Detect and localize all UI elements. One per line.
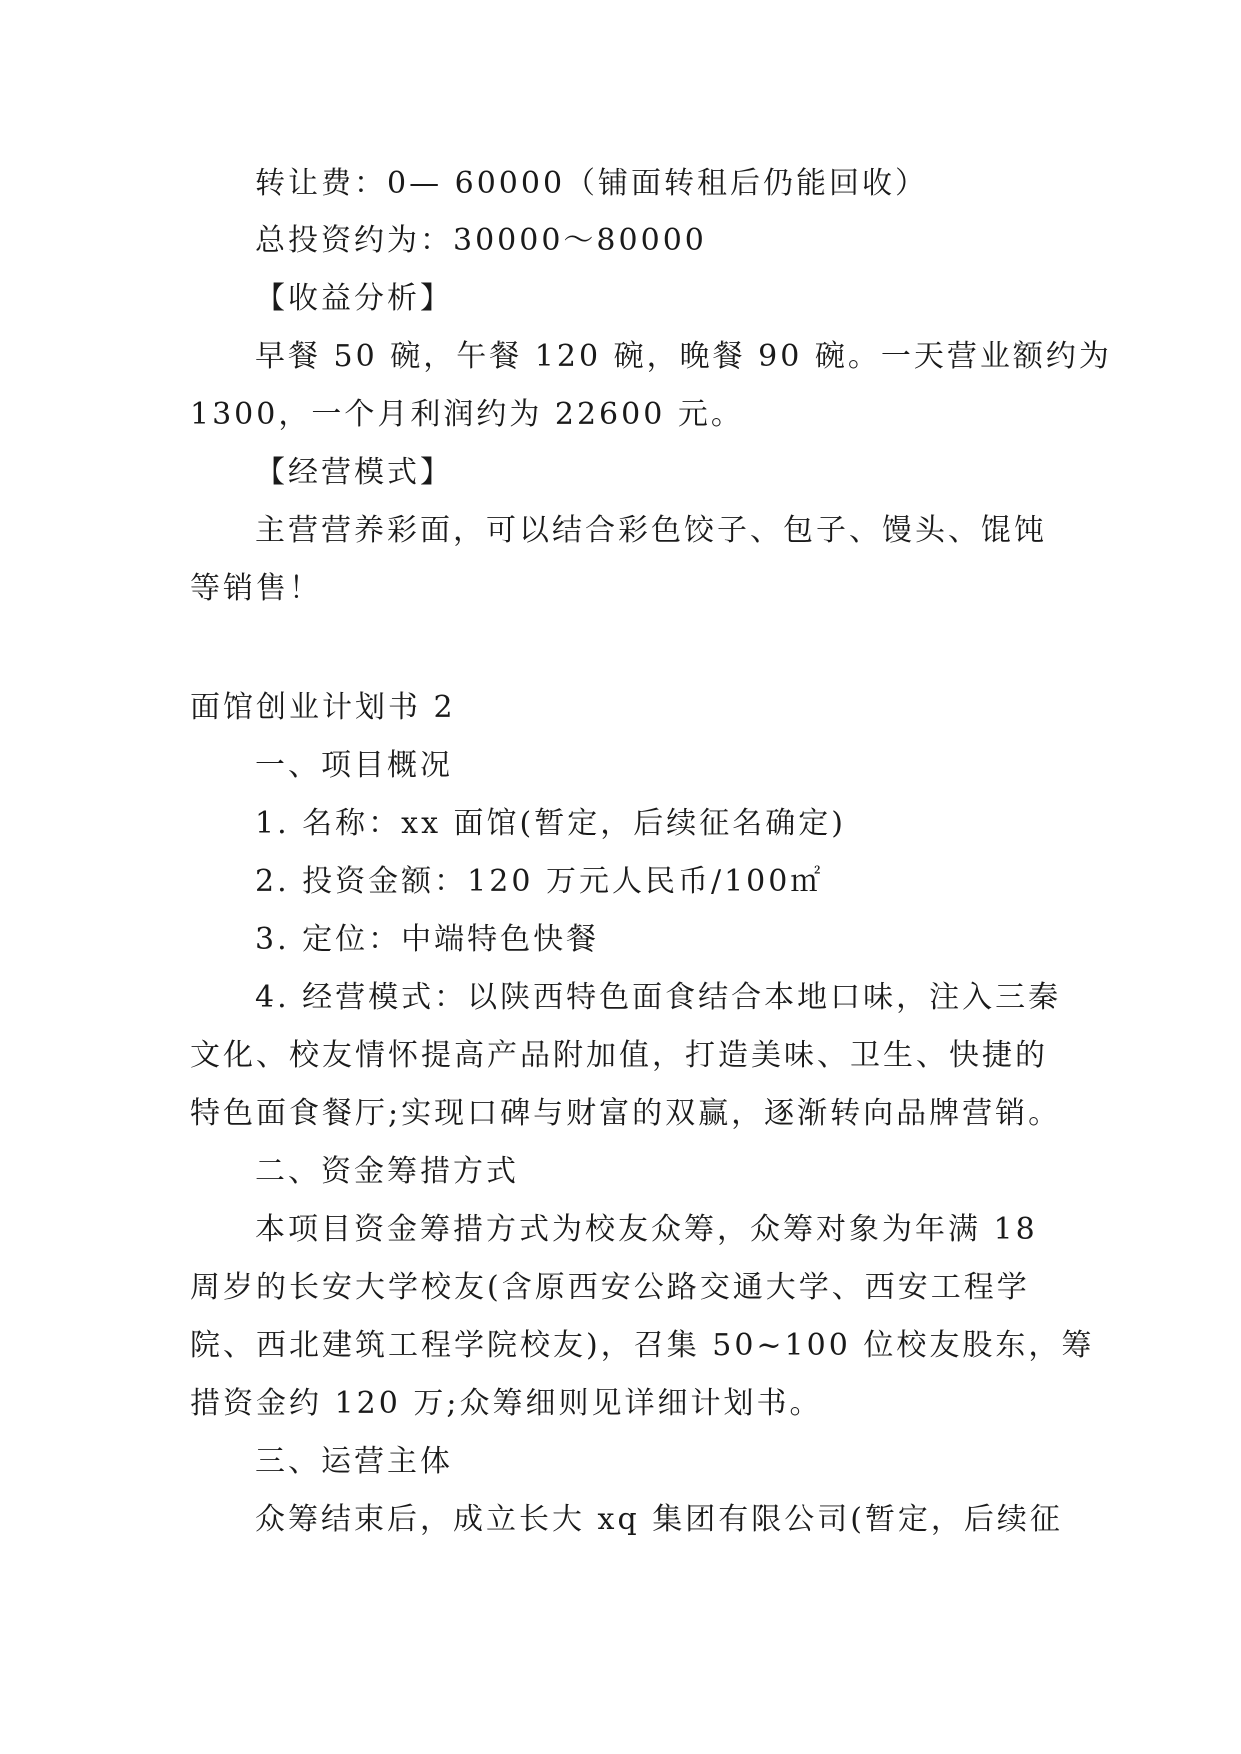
- funding-paragraph-line-3: 院、西北建筑工程学院校友)，召集 50~100 位校友股东，筹: [190, 1328, 1095, 1363]
- business-mode-line-3: 特色面食餐厅;实现口碑与财富的双赢，逐渐转向品牌营销。: [190, 1096, 1062, 1131]
- mode-paragraph-line-1: 主营营养彩面，可以结合彩色饺子、包子、馒头、馄饨: [255, 513, 1047, 548]
- investment-line: 2. 投资金额：120 万元人民币/100㎡: [255, 864, 824, 899]
- funding-heading: 二、资金筹措方式: [255, 1154, 519, 1189]
- funding-paragraph-line-1: 本项目资金筹措方式为校友众筹，众筹对象为年满 18: [255, 1212, 1038, 1247]
- operator-heading: 三、运营主体: [255, 1444, 453, 1479]
- business-mode-line-2: 文化、校友情怀提高产品附加值，打造美味、卫生、快捷的: [190, 1038, 1048, 1073]
- positioning-line: 3. 定位：中端特色快餐: [255, 922, 600, 957]
- overview-heading: 一、项目概况: [255, 748, 453, 783]
- revenue-heading: 【收益分析】: [255, 281, 453, 316]
- business-mode-line-1: 4. 经营模式：以陕西特色面食结合本地口味，注入三秦: [255, 980, 1062, 1015]
- section-title: 面馆创业计划书 2: [190, 690, 456, 725]
- total-investment-line: 总投资约为：30000～80000: [255, 223, 707, 258]
- operator-paragraph-line-1: 众筹结束后，成立长大 xq 集团有限公司(暂定，后续征: [255, 1502, 1063, 1537]
- funding-paragraph-line-2: 周岁的长安大学校友(含原西安公路交通大学、西安工程学: [190, 1270, 1030, 1305]
- revenue-paragraph-line-1: 早餐 50 碗，午餐 120 碗，晚餐 90 碗。一天营业额约为: [255, 339, 1112, 374]
- mode-paragraph-line-2: 等销售！: [190, 571, 322, 606]
- revenue-paragraph-line-2: 1300，一个月利润约为 22600 元。: [190, 397, 744, 432]
- mode-heading: 【经营模式】: [255, 455, 453, 490]
- transfer-fee-line: 转让费：0— 60000（铺面转租后仍能回收）: [255, 166, 929, 201]
- funding-paragraph-line-4: 措资金约 120 万;众筹细则见详细计划书。: [190, 1386, 823, 1421]
- name-line: 1. 名称：xx 面馆(暂定，后续征名确定): [255, 806, 846, 841]
